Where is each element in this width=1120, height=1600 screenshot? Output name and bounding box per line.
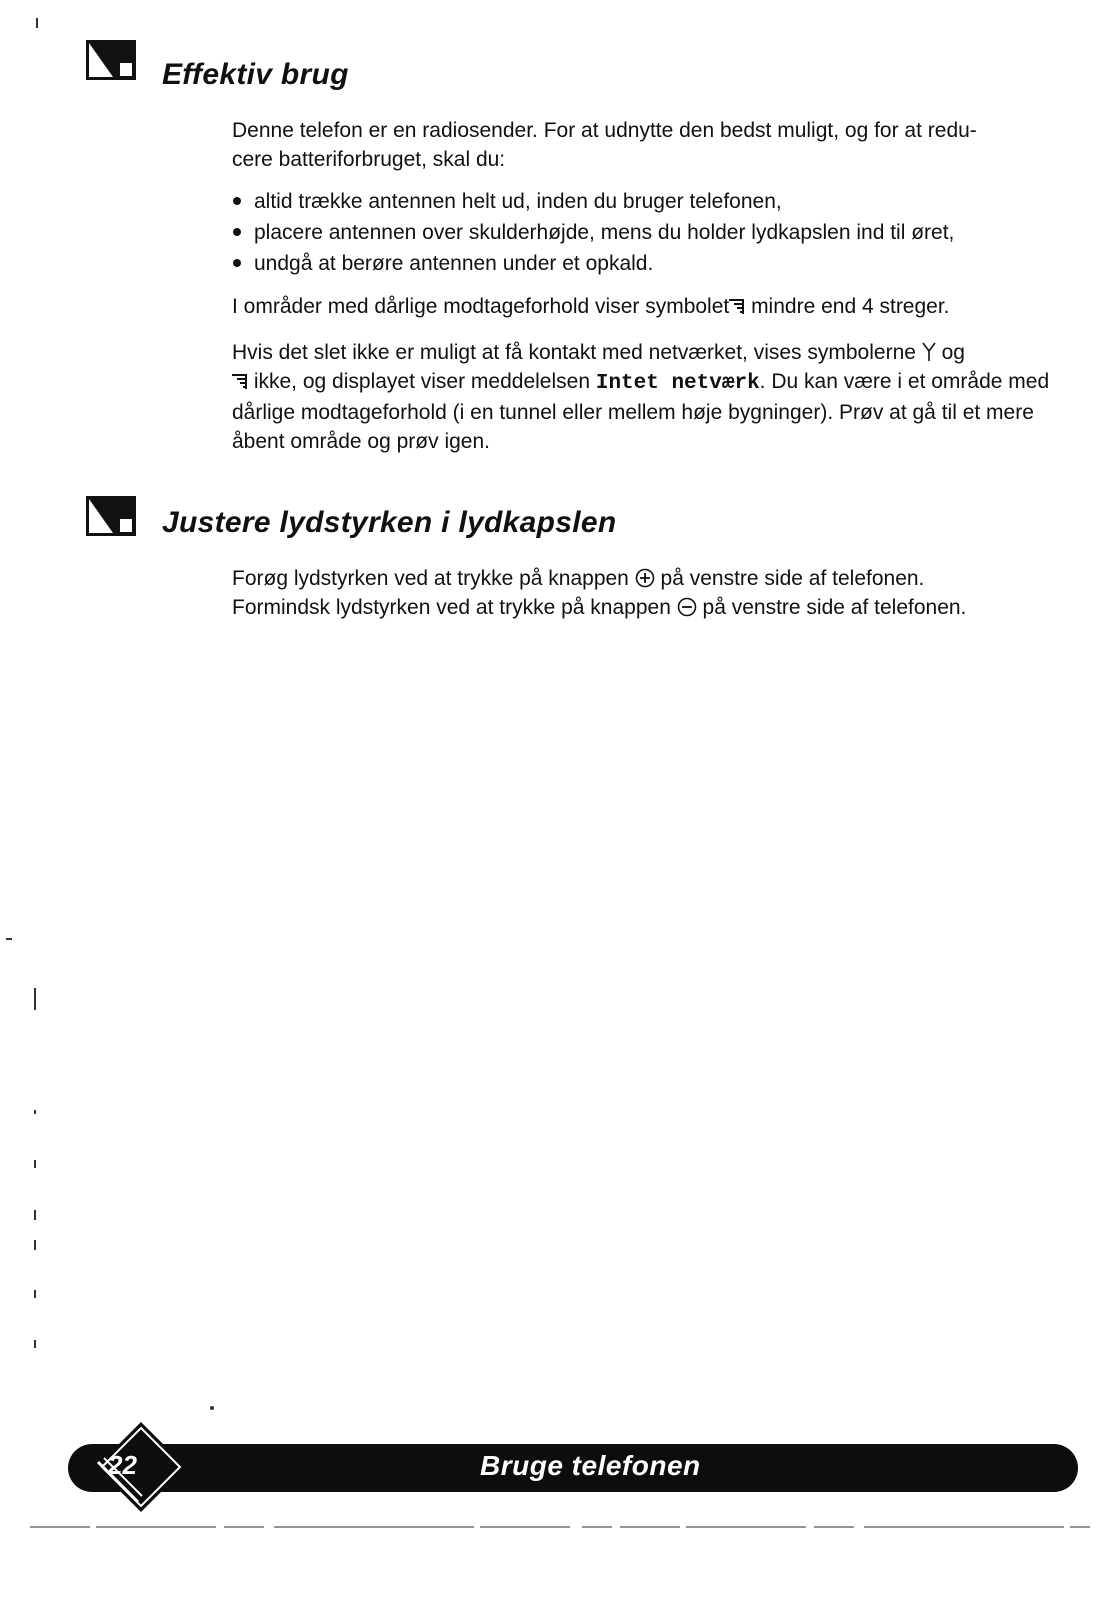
- volume-down-text-after: på venstre side af telefonen.: [696, 596, 967, 619]
- signal-paragraph: [232, 292, 1062, 321]
- scan-speck: [34, 1160, 36, 1168]
- volume-down-text-before: Formindsk lydstyrken ved at trykke på knappen: [232, 596, 677, 619]
- intro-line-2: cere batteriforbruget, skal du:: [232, 148, 506, 171]
- scan-speck: [36, 18, 38, 28]
- intro-line-1: Denne telefon er en radiosender. For at udnytte den bedst muligt, og for at redu-: [232, 119, 977, 142]
- section-marker-icon: [86, 496, 136, 536]
- network-text-1: Hvis det slet ikke er muligt at få kontakt med netværket, vises symbolerne: [232, 341, 922, 364]
- antenna-icon: [922, 342, 936, 362]
- scan-speck: [34, 1240, 36, 1250]
- list-item: altid trække antennen helt ud, inden du bruger telefonen,: [232, 186, 1062, 217]
- network-message: Intet netværk: [595, 372, 760, 395]
- section-title-justere-lydstyrken: Justere lydstyrken i lydkapslen: [162, 506, 617, 539]
- scan-speck: [34, 1210, 36, 1220]
- section-title-effektiv-brug: Effektiv brug: [162, 58, 349, 91]
- network-text-3: ikke, og displayet viser meddelelsen: [248, 370, 596, 393]
- network-text-2: og: [935, 341, 965, 364]
- minus-circle-icon: [677, 597, 697, 617]
- signal-text-before: I områder med dårlige modtageforhold viser symbolet: [232, 295, 730, 318]
- signal-text-after: mindre end 4 streger.: [745, 295, 950, 318]
- list-item: placere antennen over skulderhøjde, mens du holder lydkapslen ind til øret,: [232, 217, 1062, 248]
- plus-circle-icon: [635, 568, 655, 588]
- intro-paragraph: [232, 116, 1062, 174]
- chapter-title: Bruge telefonen: [480, 1450, 701, 1481]
- volume-up-text-after: på venstre side af telefonen.: [654, 567, 925, 590]
- scan-speck: [210, 1406, 214, 1410]
- page-number: 22: [108, 1450, 137, 1480]
- volume-paragraph: [232, 564, 1062, 622]
- scan-speck: [34, 1110, 36, 1114]
- scan-speck: [6, 938, 12, 940]
- volume-up-text-before: Forøg lydstyrken ved at trykke på knappen: [232, 567, 635, 590]
- tips-list: [232, 186, 1062, 279]
- scan-speck: [34, 1290, 36, 1298]
- network-paragraph: [232, 338, 1062, 456]
- signal-strength-icon: [232, 373, 248, 391]
- scan-speck: [34, 988, 36, 1010]
- section-marker-icon: [86, 40, 136, 80]
- scan-dashed-line: [0, 1525, 1120, 1529]
- list-item: undgå at berøre antennen under et opkald.: [232, 248, 1062, 279]
- scan-speck: [34, 1340, 36, 1348]
- signal-strength-icon: [729, 298, 745, 316]
- network-text-4: . Du kan være i et område med dårlige modtageforhold (i en tunnel eller mellem høje bygninger). Prøv at gå til et mere åbent område og prøv igen.: [232, 370, 1050, 453]
